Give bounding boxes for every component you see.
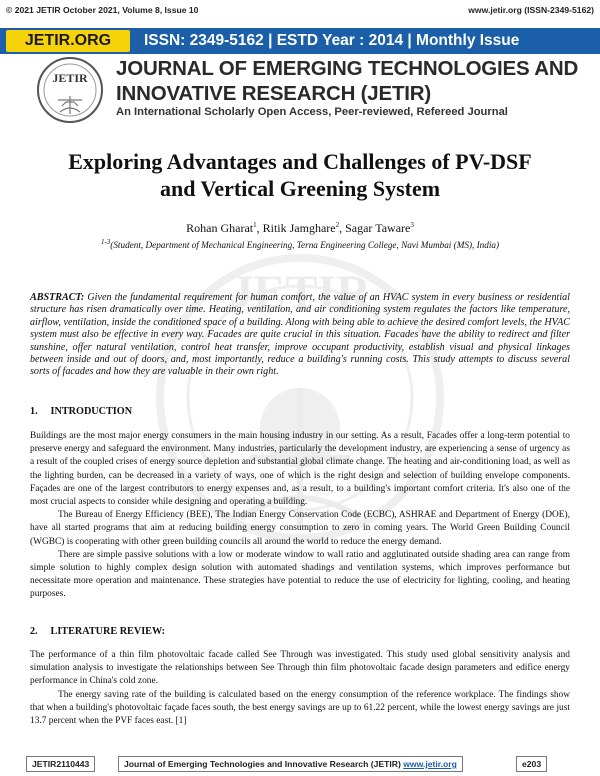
author-sup: 1 bbox=[253, 221, 257, 229]
journal-name-line1: JOURNAL OF EMERGING TECHNOLOGIES AND bbox=[116, 57, 579, 80]
svg-text:JETIR: JETIR bbox=[229, 266, 371, 319]
paper-title-line2: and Vertical Greening System bbox=[159, 176, 441, 201]
paper-title bbox=[30, 148, 570, 202]
section-body bbox=[30, 649, 570, 728]
svg-text:JETIR: JETIR bbox=[52, 71, 88, 85]
jetir-seal-icon bbox=[36, 56, 104, 124]
journal-name-line2: INNOVATIVE RESEARCH (JETIR) bbox=[116, 82, 432, 105]
affil-sup: 1-3 bbox=[100, 238, 111, 246]
section-number: 2. bbox=[30, 626, 38, 637]
author-name: Sagar Taware bbox=[345, 221, 411, 235]
affiliation bbox=[0, 238, 600, 250]
footer-article-id: JETIR2110443 bbox=[26, 756, 95, 772]
abstract-text: Given the fundamental requirement for human comfort, the value of an HVAC system in every business or residential structure has risen dramatically over time. Heating, ventilation, and air conditioning system regulates the factors like temperature, airflow, ventilation, inside the conditioned space of a building. Along with being able to achieve the desired comfort levels, the HVAC system must also be effective in every way. Facades are quite crucial in this situation. Facades have the ability to redirect and filter sunshine, offer natural ventilation, control heat transfer, improve occupant productivity, establish visual and physical linkages between inside and out of doors, and, most importantly, reduce a building's running costs. This study attempts to discuss several sorts of facades and how they are valuable in their own right. bbox=[30, 292, 570, 378]
section-heading bbox=[30, 626, 165, 637]
section-body bbox=[30, 430, 570, 602]
abstract bbox=[30, 292, 570, 379]
jetir-org-tag: JETIR.ORG bbox=[6, 30, 130, 52]
paragraph: The energy saving rate of the building is calculated based on the energy consumption of the reference workplace. The findings show that when a building's photovoltaic façade faces south, the best energy savings are up to 61.22 percent, while the lowest energy savings are just 13.7 percent when the PVF faces east. [1] bbox=[30, 689, 570, 727]
author-sup: 2 bbox=[335, 221, 340, 229]
footer-url-link[interactable]: www.jetir.org bbox=[403, 759, 457, 769]
section-title: LITERATURE REVIEW: bbox=[50, 626, 165, 637]
header-copyright: © 2021 JETIR October 2021, Volume 8, Issue 10 bbox=[6, 5, 199, 15]
affiliation-text: (Student, Department of Mechanical Engineering, Terna Engineering College, Navi Mumbai (MS), India) bbox=[110, 240, 500, 251]
author-list: Rohan Gharat$^1$, Ritik Jamghare$^2$, Sagar Taware$^3$ bbox=[186, 221, 414, 235]
running-header bbox=[0, 5, 600, 19]
paragraph: The Bureau of Energy Efficiency (BEE), The Indian Energy Conservation Code (ECBC), ASHRAE and Department of Energy (DOE), have all started programs that aim at reducing building energy consumption to zero in coming years. The World Green Building Council (WGBC) is cooperating with other green building councils all around the world to reduce the energy demand. bbox=[30, 510, 570, 547]
section-heading bbox=[30, 406, 132, 417]
abstract-label: ABSTRACT: bbox=[30, 292, 85, 303]
page-footer bbox=[0, 756, 600, 772]
section-title: INTRODUCTION bbox=[50, 406, 133, 417]
section-number: 1. bbox=[30, 406, 38, 417]
journal-subtitle: An International Scholarly Open Access, Peer-reviewed, Refereed Journal bbox=[116, 106, 508, 118]
issn-banner bbox=[0, 28, 600, 54]
footer-journal-name: Journal of Emerging Technologies and Innovative Research (JETIR) bbox=[124, 759, 401, 769]
footer-page-number: e203 bbox=[516, 756, 547, 772]
author-name: Rohan Gharat bbox=[186, 221, 254, 235]
author-name: Ritik Jamghare bbox=[262, 221, 336, 235]
header-website: www.jetir.org (ISSN-2349-5162) bbox=[468, 5, 594, 15]
journal-name bbox=[116, 56, 592, 106]
footer-journal bbox=[118, 756, 463, 772]
paragraph: There are simple passive solutions with a low or moderate window to wall ratio and agglutinated outside shading area can range from simple solution to highly complex design solution with automated shadings and ventilation systems, which improves performance but necessitate more operation and maintenance. These strategies have potential to reduce the use of electricity for lighting, cooling, and heating purposes. bbox=[30, 549, 570, 600]
paper-title-line1: Exploring Advantages and Challenges of PV-DSF bbox=[68, 149, 532, 174]
journal-logo bbox=[36, 56, 104, 124]
banner-text: ISSN: 2349-5162 | ESTD Year : 2014 | Monthly Issue bbox=[144, 32, 520, 49]
paragraph: Buildings are the most major energy consumers in the main housing industry in our setting. As a result, Facades offer a long-term potential to preserve energy and safeguard the environment. Many industries, particularly the development industry, are experiencing a sense of urgency as a result of the coupled crises of energy source depletion and substantial global climate change. The heating and air-conditioning load, as well as the lighting burden, can be decreased in a variety of ways, one of which is the right design and selection of building envelope components. Façades are one of the largest contributors to energy expenses and, as a result, to a building's important comfort criteria. It's also one of the most crucial aspects to consider while designing and operating a building. bbox=[30, 431, 570, 508]
paragraph: The performance of a thin film photovoltaic facade called See Through was investigated. This study used global sensitivity analysis and simulation analysis to investigate the relationships between See Through thin film photovoltaic facade design parameters and edifice energy performance in China's cold zone. bbox=[30, 650, 570, 687]
author-sup: 3 bbox=[410, 221, 414, 229]
